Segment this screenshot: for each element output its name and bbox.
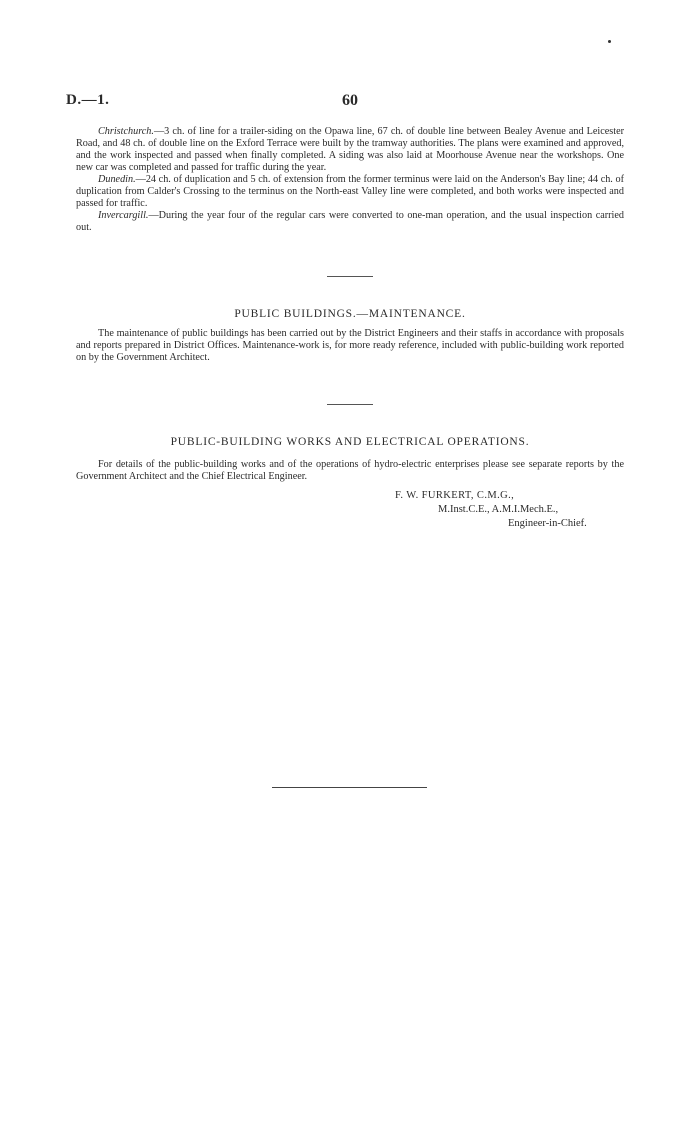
end-rule xyxy=(272,787,427,788)
invercargill-label: Invercargill. xyxy=(98,210,149,221)
christchurch-paragraph xyxy=(76,126,624,174)
works-paragraph: For details of the public-building works and of the operations of hydro-electric enterprises please see separate reports by the Government Architect and the Chief Electrical Engineer. xyxy=(76,459,624,482)
dunedin-label: Dunedin. xyxy=(98,174,136,185)
tramways-section xyxy=(76,126,624,234)
invercargill-paragraph xyxy=(76,210,624,234)
christchurch-label: Christchurch. xyxy=(98,126,154,137)
dunedin-text: —24 ch. of duplication and 5 ch. of extension from the former terminus were laid on the Anderson's Bay line; 44 ch. of duplication from Calder's Crossing to the terminus on the North-east Valley line were completed, and both works were inspected and passed for traffic. xyxy=(76,174,624,209)
christchurch-text: —3 ch. of line for a trailer-siding on the Opawa line, 67 ch. of double line between Bealey Avenue and Leicester Road, and 48 ch. of double line on the Exford Terrace were built by the tramway authorities. The plans were examined and approved, and the work inspected and passed when finally completed. A siding was also laid at Moorhouse Avenue near the workshops. One new car was completed and passed for traffic during the year. xyxy=(76,126,624,173)
signatory-title: Engineer-in-Chief. xyxy=(508,518,587,529)
maintenance-heading: PUBLIC BUILDINGS.—MAINTENANCE. xyxy=(234,308,466,320)
maintenance-paragraph: The maintenance of public buildings has been carried out by the District Engineers and their staffs in accordance with proposals and reports prepared in District Offices. Maintenance-work is, for more ready reference, included with public-building work reported on by the Government Architect. xyxy=(76,328,624,363)
document-reference: D.—1. xyxy=(66,92,110,108)
page-number: 60 xyxy=(342,92,358,109)
works-heading: PUBLIC-BUILDING WORKS AND ELECTRICAL OPERATIONS. xyxy=(170,436,530,448)
section-divider xyxy=(327,276,373,277)
maintenance-section xyxy=(76,328,624,364)
works-section xyxy=(76,459,624,483)
signatory-name: F. W. FURKERT, C.M.G., xyxy=(395,490,515,501)
dunedin-paragraph xyxy=(76,174,624,210)
section-divider xyxy=(327,404,373,405)
signatory-qualifications: M.Inst.C.E., A.M.I.Mech.E., xyxy=(438,504,559,515)
invercargill-text: —During the year four of the regular cars were converted to one-man operation, and the usual inspection carried out. xyxy=(76,210,624,233)
scan-speck xyxy=(608,40,611,43)
